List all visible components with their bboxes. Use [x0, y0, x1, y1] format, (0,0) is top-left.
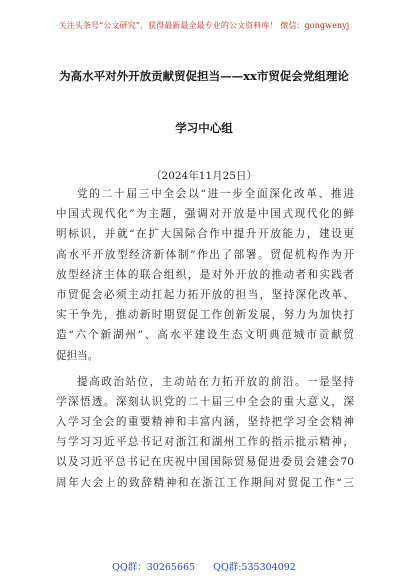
- paragraph-line: 明标识，并就“在扩大国际合作中提升开放能力，建设更: [56, 228, 354, 241]
- document-subtitle: 学习中心组: [175, 121, 233, 135]
- paragraph-line: 学深悟透。深刻认识党的二十届三中全会的重大意义，深: [56, 395, 354, 408]
- paragraph-line: 实干争先，推动新时期贸促工作创新发展，努力为加快打: [56, 309, 354, 322]
- paragraph-line: 放型经济主体的联合组织，是对外开放的推动者和实践者: [56, 268, 354, 281]
- paragraph-line: 市贸促会必须主动扛起力拓开放的担当，坚持深化改革、: [56, 288, 354, 301]
- paragraph-1: [56, 184, 354, 366]
- paragraph-line: 周年大会上的致辞精神和在浙江工作期间对贸促工作“三: [56, 476, 354, 489]
- paragraph-2: [56, 372, 354, 493]
- contact-footer: [0, 559, 408, 573]
- document-title: 为高水平对外开放贡献贸促担当——xx市贸促会党组理论: [59, 69, 349, 83]
- paragraph-line: 提高政治站位，主动站在力拓开放的前沿。一是坚持: [77, 375, 354, 388]
- paragraph-line: 入学习全会的重要精神和丰富内涵，坚持把学习全会精神: [56, 416, 354, 429]
- document-body: [56, 184, 354, 493]
- document-date: （2024年11月25日）: [151, 170, 257, 182]
- paragraph-line: 高水平开放型经济新体制”作出了部署。贸促机构作为开: [56, 248, 354, 261]
- paragraph-line: 造“六个新湖州”、高水平建设生态文明典范城市贡献贸: [56, 329, 354, 342]
- paragraph-line: 促担当。: [56, 349, 99, 362]
- paragraph-line: 以及习近平总书记在庆祝中国国际贸易促进委员会建会70: [56, 456, 354, 469]
- qq-group-2: QQ群:535304092: [213, 562, 296, 573]
- paragraph-line: 与学习习近平总书记对浙江和湖州工作的指示批示精神，: [56, 436, 354, 449]
- paragraph-line: 中国式现代化”为主题，强调对开放是中国式现代化的鲜: [56, 208, 354, 221]
- paragraph-line: 党的二十届三中全会以“进一步全面深化改革、推进: [77, 188, 354, 200]
- qq-group-1: QQ群：30265665: [112, 562, 196, 573]
- promo-banner: 关注头条号“公文研究”，获得最新最全最专业的公文资料库！ 微信：gongwenyj: [58, 21, 350, 30]
